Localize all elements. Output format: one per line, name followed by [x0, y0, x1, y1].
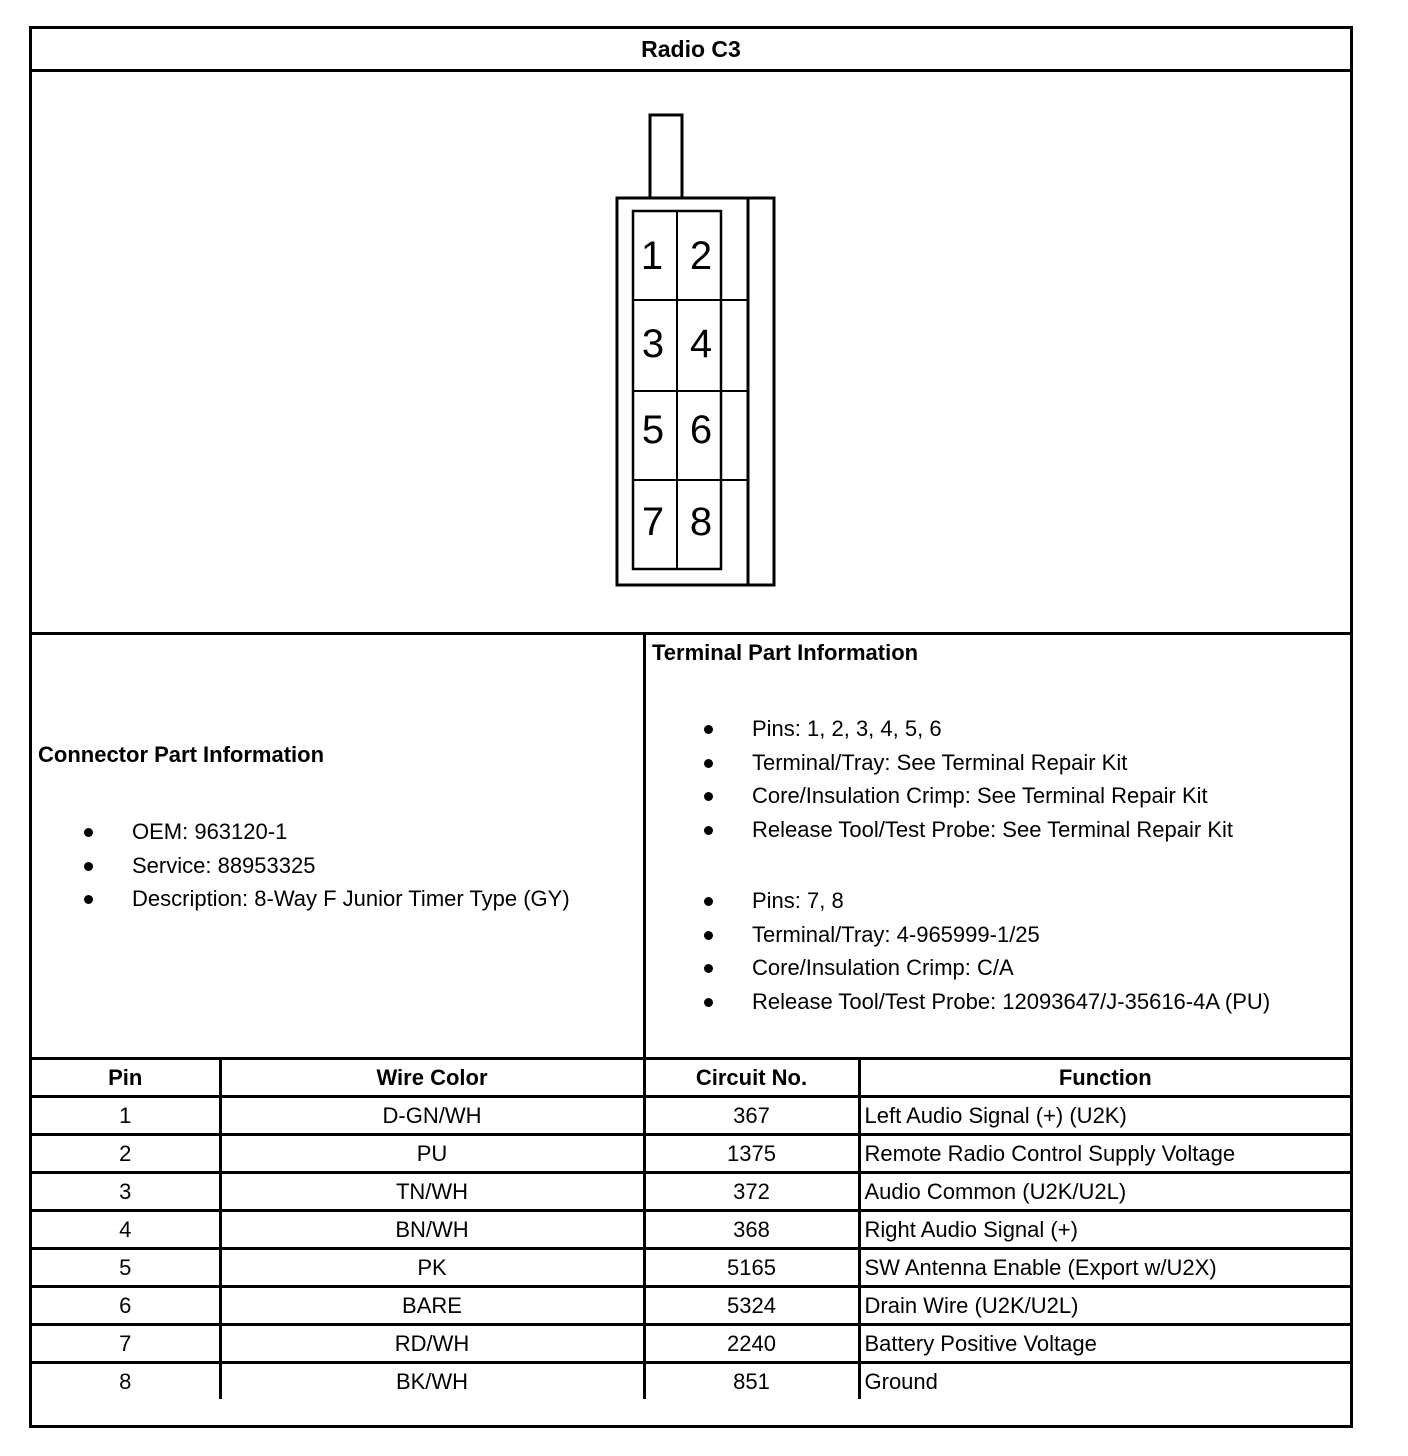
column-header-pin: Pin	[32, 1059, 220, 1097]
terminal-part-info	[646, 635, 1350, 1057]
connector-face-drawing	[32, 72, 1350, 632]
bullet-icon	[704, 897, 713, 906]
bullet-icon	[84, 828, 93, 837]
pin-cell: 7	[32, 1325, 220, 1363]
pin-cell: 3	[32, 1173, 220, 1211]
bullet-icon	[704, 826, 713, 835]
pin-table	[32, 1057, 1350, 1399]
bullet-icon	[704, 964, 713, 973]
bullet-icon	[704, 759, 713, 768]
circuit-cell: 1375	[644, 1135, 859, 1173]
wire-color-cell: BARE	[220, 1287, 644, 1325]
list-item: Release Tool/Test Probe: 12093647/J-35616-4A (PU)	[652, 985, 1270, 1019]
column-header-wire-color: Wire Color	[220, 1059, 644, 1097]
bullet-icon	[704, 998, 713, 1007]
list-item: Pins: 1, 2, 3, 4, 5, 6	[652, 712, 1233, 746]
wire-color-cell: TN/WH	[220, 1173, 644, 1211]
table-row	[32, 1211, 1350, 1249]
table-row	[32, 1097, 1350, 1135]
connector-sheet	[29, 26, 1353, 1428]
list-item: Core/Insulation Crimp: See Terminal Repair Kit	[652, 779, 1233, 813]
wire-color-cell: BK/WH	[220, 1363, 644, 1400]
terminal-info-list-1	[652, 712, 1233, 846]
table-header-row	[32, 1059, 1350, 1097]
list-item: Release Tool/Test Probe: See Terminal Repair Kit	[652, 813, 1233, 847]
circuit-cell: 851	[644, 1363, 859, 1400]
terminal-info-list-2	[652, 884, 1270, 1018]
wire-color-cell: PK	[220, 1249, 644, 1287]
list-item: Pins: 7, 8	[652, 884, 1270, 918]
list-item: Terminal/Tray: See Terminal Repair Kit	[652, 746, 1233, 780]
function-cell: Right Audio Signal (+)	[859, 1211, 1350, 1249]
function-cell: Battery Positive Voltage	[859, 1325, 1350, 1363]
column-header-function: Function	[859, 1059, 1350, 1097]
table-row	[32, 1249, 1350, 1287]
pin-cell: 6	[32, 1287, 220, 1325]
circuit-cell: 5324	[644, 1287, 859, 1325]
wire-color-cell: PU	[220, 1135, 644, 1173]
wire-color-cell: RD/WH	[220, 1325, 644, 1363]
connector-part-info	[32, 635, 646, 1057]
cavity-label: 4	[689, 322, 713, 366]
cavity-label: 7	[641, 500, 665, 544]
sheet-title: Radio C3	[32, 29, 1350, 72]
wire-color-cell: D-GN/WH	[220, 1097, 644, 1135]
wire-color-cell: BN/WH	[220, 1211, 644, 1249]
connector-face-figure	[32, 72, 1350, 635]
cavity-label: 8	[689, 500, 713, 544]
bullet-icon	[84, 862, 93, 871]
cavity-label: 2	[689, 234, 713, 278]
connector-info-heading: Connector Part Information	[38, 742, 325, 767]
cavity-label: 5	[641, 408, 665, 452]
pin-cell: 5	[32, 1249, 220, 1287]
bullet-icon	[704, 931, 713, 940]
table-row	[32, 1287, 1350, 1325]
list-item: Description: 8-Way F Junior Timer Type (GY)	[32, 882, 570, 916]
pin-cell: 1	[32, 1097, 220, 1135]
function-cell: Drain Wire (U2K/U2L)	[859, 1287, 1350, 1325]
list-item: Core/Insulation Crimp: C/A	[652, 951, 1270, 985]
function-cell: SW Antenna Enable (Export w/U2X)	[859, 1249, 1350, 1287]
pin-cell: 2	[32, 1135, 220, 1173]
bullet-icon	[704, 792, 713, 801]
table-row	[32, 1325, 1350, 1363]
bullet-icon	[704, 725, 713, 734]
function-cell: Left Audio Signal (+) (U2K)	[859, 1097, 1350, 1135]
table-row	[32, 1363, 1350, 1400]
pin-cell: 4	[32, 1211, 220, 1249]
circuit-cell: 5165	[644, 1249, 859, 1287]
cavity-label: 6	[689, 408, 713, 452]
connector-latch	[650, 115, 682, 199]
pin-cell: 8	[32, 1363, 220, 1400]
cavity-label: 1	[640, 234, 664, 278]
table-row	[32, 1135, 1350, 1173]
list-item: Terminal/Tray: 4-965999-1/25	[652, 918, 1270, 952]
table-row	[32, 1173, 1350, 1211]
list-item: Service: 88953325	[32, 849, 570, 883]
bullet-icon	[84, 895, 93, 904]
part-information	[32, 635, 1350, 1057]
list-item: OEM: 963120-1	[32, 815, 570, 849]
connector-info-list	[32, 815, 570, 916]
circuit-cell: 368	[644, 1211, 859, 1249]
circuit-cell: 372	[644, 1173, 859, 1211]
circuit-cell: 367	[644, 1097, 859, 1135]
function-cell: Audio Common (U2K/U2L)	[859, 1173, 1350, 1211]
circuit-cell: 2240	[644, 1325, 859, 1363]
cavity-label: 3	[641, 322, 665, 366]
function-cell: Remote Radio Control Supply Voltage	[859, 1135, 1350, 1173]
terminal-info-heading: Terminal Part Information	[652, 640, 919, 665]
column-header-circuit: Circuit No.	[644, 1059, 859, 1097]
function-cell: Ground	[859, 1363, 1350, 1400]
